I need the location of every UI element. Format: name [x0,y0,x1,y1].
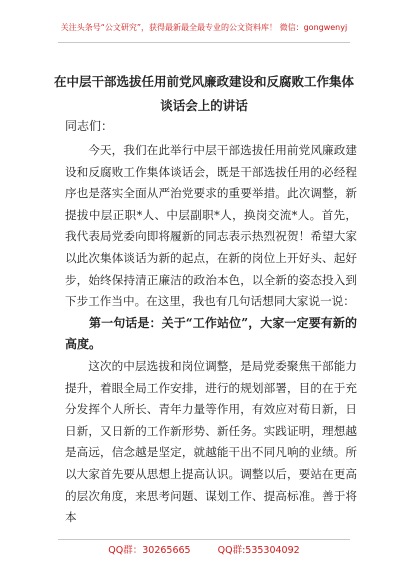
salutation: 同志们： [65,119,114,133]
promo-header: 关注头条号“公文研究”，获得最新最全最专业的公文资料库！ 微信：gongwenyj [60,23,348,32]
promo-footer [0,542,408,556]
document-title: 在中层干部选拔任用前党风廉政建设和反腐败工作集体谈话会上的讲话 [53,74,354,113]
qq-group-1: QQ群：30265665 [108,545,191,556]
paragraph-section1: 这次的中层选拔和岗位调整，是局党委聚焦干部能力提升，着眼全局工作安排，进行的规划部署，目的在于充分发挥个人所长、青年力量等作用，有效应对荀日新，日日新，又日新的工作新形势、新任务。实践证明，理想越是高远，信念越是坚定，就越能干出不同凡响的业绩。所以大家首先要从思想上提高认识。调整以后，要站在更高的层次角度，来思考问题、谋划工作、提高标准。善于将本 [65,358,357,525]
paragraph-intro: 今天，我们在此举行中层干部选拔任用前党风廉政建设和反腐败工作集体谈话会，既是干部选拔任用的必经程序也是落实全面从严治党要求的重要举措。此次调整，新提拔中层正职*人、中层副职*人，换岗交流*人。首先，我代表局党委向即将履新的同志表示热烈祝贺！希望大家以此次集体谈话为新的起点，在新的岗位上开好头、起好步，始终保持清正廉洁的政治本色，以全新的姿态投入到下步工作当中。在这里，我也有几句话想同大家说一说： [65,143,357,309]
document-body [65,140,357,529]
qq-group-2: QQ群:535304092 [217,545,300,556]
section-heading: 第一句话是：关于“工作站位”，大家一定要有新的高度。 [65,315,357,352]
footer-divider [58,539,350,540]
header-divider [58,42,350,43]
